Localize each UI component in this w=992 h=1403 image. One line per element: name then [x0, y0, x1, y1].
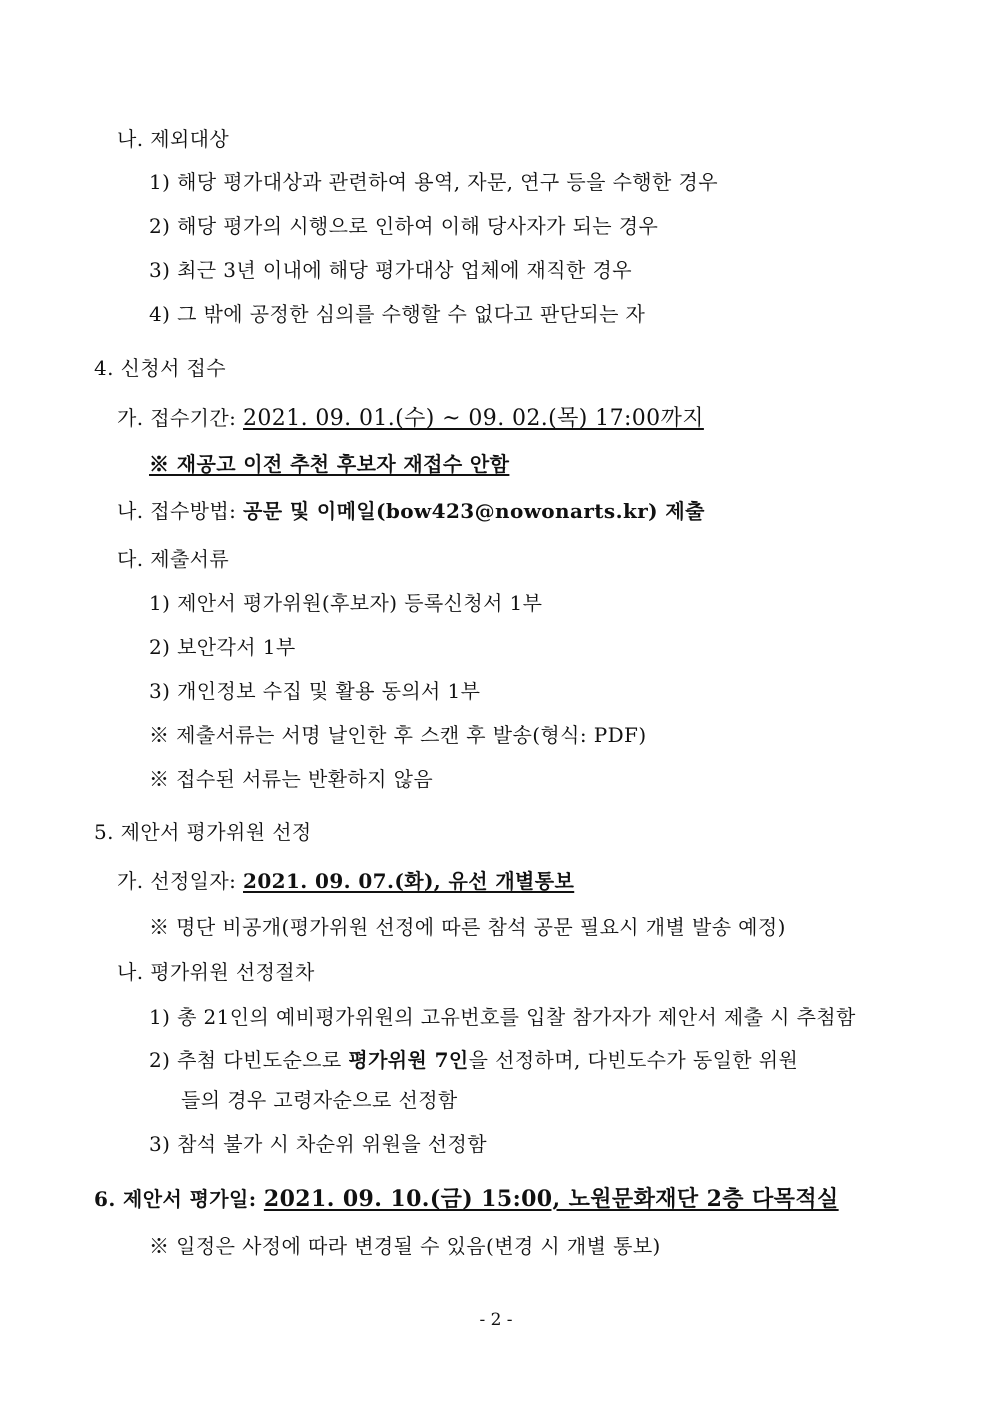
section4-na — [117, 498, 705, 524]
list-item: 1) 해당 평가대상과 관련하여 용역, 자문, 연구 등을 수행한 경우 — [149, 170, 718, 194]
list-item: 2) 보안각서 1부 — [149, 635, 296, 659]
list-item: 3) 개인정보 수집 및 활용 동의서 1부 — [149, 679, 481, 703]
list-item: 3) 최근 3년 이내에 해당 평가대상 업체에 재직한 경우 — [149, 258, 632, 282]
list-item: 2) 해당 평가의 시행으로 인하여 이해 당사자가 되는 경우 — [149, 214, 659, 238]
list-item-continuation: 들의 경우 고령자순으로 선정함 — [181, 1088, 458, 1112]
section4-title: 4. 신청서 접수 — [94, 356, 226, 380]
section4-da-title: 다. 제출서류 — [117, 547, 230, 571]
section4-ga-note: ※ 재공고 이전 추천 후보자 재접수 안함 — [149, 452, 510, 476]
section5-title: 5. 제안서 평가위원 선정 — [94, 820, 312, 844]
list-item: 3) 참석 불가 시 차순위 위원을 선정함 — [149, 1132, 487, 1156]
list-item: 4) 그 밖에 공정한 심의를 수행할 수 없다고 판단되는 자 — [149, 302, 646, 326]
section5-ga-value: 2021. 09. 07.(화), 유선 개별통보 — [243, 869, 575, 893]
section4-ga-label: 가. 접수기간: — [117, 406, 244, 430]
section5-ga-note: ※ 명단 비공개(평가위원 선정에 따른 참석 공문 필요시 개별 발송 예정) — [149, 915, 786, 939]
section4-ga-value: 2021. 09. 01.(수) ~ 09. 02.(목) 17:00까지 — [243, 406, 704, 431]
list-item: 1) 제안서 평가위원(후보자) 등록신청서 1부 — [149, 591, 543, 615]
proc2-post: 을 선정하며, 다빈도수가 동일한 위원 — [468, 1048, 799, 1072]
section6-note: ※ 일정은 사정에 따라 변경될 수 있음(변경 시 개별 통보) — [149, 1234, 661, 1258]
section5-ga-label: 가. 선정일자: — [117, 869, 244, 893]
list-item: 1) 총 21인의 예비평가위원의 고유번호를 입찰 참가자가 제안서 제출 시 추첨함 — [149, 1005, 856, 1029]
section4-na-label: 나. 접수방법: — [117, 499, 244, 523]
section6 — [94, 1186, 839, 1212]
section4-na-value: 공문 및 이메일(bow423@nowonarts.kr) 제출 — [243, 499, 705, 523]
section3-na-title: 나. 제외대상 — [117, 127, 230, 151]
note-item: ※ 제출서류는 서명 날인한 후 스캔 후 발송(형식: PDF) — [149, 723, 647, 747]
section6-label: 6. 제안서 평가일: — [94, 1187, 264, 1211]
section4-ga — [117, 405, 704, 432]
proc2-pre: 2) 추첨 다빈도순으로 — [149, 1048, 349, 1072]
section6-value: 2021. 09. 10.(금) 15:00, 노원문화재단 2층 다목적실 — [263, 1186, 839, 1212]
page-number: - 2 - — [479, 1310, 513, 1330]
section5-na-title: 나. 평가위원 선정절차 — [117, 960, 315, 984]
proc2-bold: 평가위원 7인 — [348, 1048, 469, 1072]
list-item — [149, 1047, 798, 1073]
section5-ga — [117, 868, 574, 894]
note-item: ※ 접수된 서류는 반환하지 않음 — [149, 767, 434, 791]
